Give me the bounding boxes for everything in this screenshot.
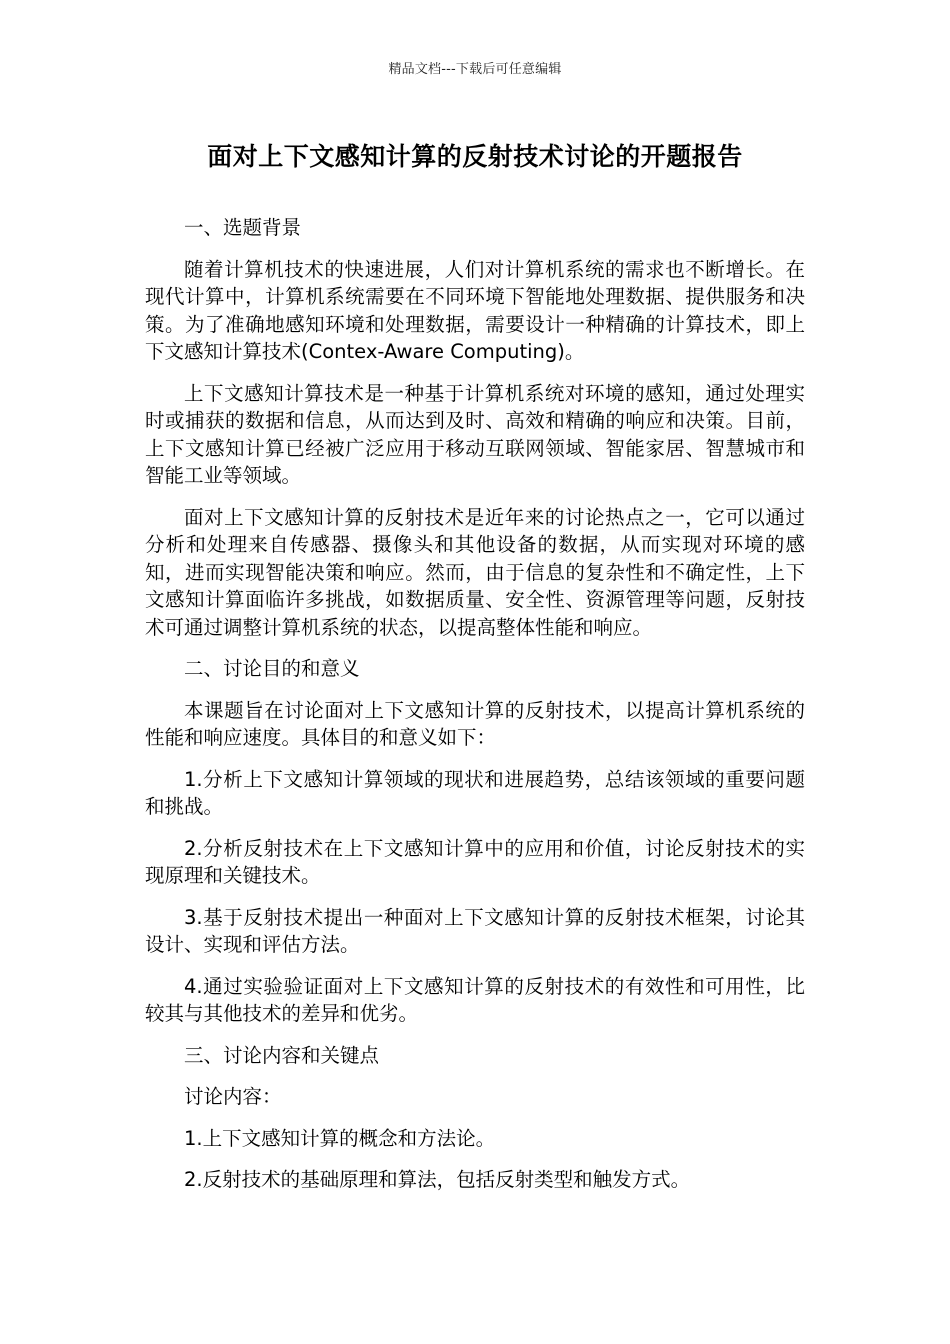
list-item: 1.分析上下文感知计算领域的现状和进展趋势，总结该领域的重要问题和挑战。 [145,767,805,818]
paragraph: 上下文感知计算技术是一种基于计算机系统对环境的感知，通过处理实时或捕获的数据和信息，从而达到及时、高效和精确的响应和决策。目前，上下文感知计算已经被广泛应用于移动互联网领域、智能家居、智慧城市和智能工业等领域。 [145,381,805,487]
list-item: 4.通过实验验证面对上下文感知计算的反射技术的有效性和可用性，比较其与其他技术的差异和优劣。 [145,974,805,1025]
paragraph: 随着计算机技术的快速进展，人们对计算机系统的需求也不断增长。在现代计算中，计算机系统需要在不同环境下智能地处理数据、提供服务和决策。为了准确地感知环境和处理数据，需要设计一种精确的计算技术，即上下文感知计算技术(Contex-Aware Computing)。 [145,257,805,363]
list-item: 3.基于反射技术提出一种面对上下文感知计算的反射技术框架，讨论其设计、实现和评估方法。 [145,905,805,956]
paragraph: 面对上下文感知计算的反射技术是近年来的讨论热点之一，它可以通过分析和处理来自传感器、摄像头和其他设备的数据，从而实现对环境的感知，进而实现智能决策和响应。然而，由于信息的复杂性和不确定性，上下文感知计算面临许多挑战，如数据质量、安全性、资源管理等问题，反射技术可通过调整计算机系统的状态，以提高整体性能和响应。 [145,505,805,639]
list-item: 2.反射技术的基础原理和算法，包括反射类型和触发方式。 [184,1168,691,1191]
section-heading-content: 三、讨论内容和关键点 [184,1043,380,1067]
list-item: 2.分析反射技术在上下文感知计算中的应用和价值，讨论反射技术的实现原理和关键技术。 [145,836,805,887]
document-body [145,214,805,1208]
page-header: 精品文档---下载后可任意编辑 [388,62,562,77]
document-title: 面对上下文感知计算的反射技术讨论的开题报告 [207,142,743,171]
paragraph: 本课题旨在讨论面对上下文感知计算的反射技术，以提高计算机系统的性能和响应速度。具体目的和意义如下： [145,698,805,749]
paragraph: 讨论内容： [184,1085,282,1108]
section-heading-purpose: 二、讨论目的和意义 [184,657,360,680]
list-item: 1.上下文感知计算的概念和方法论。 [184,1126,496,1150]
section-heading-background: 一、选题背景 [184,216,302,239]
